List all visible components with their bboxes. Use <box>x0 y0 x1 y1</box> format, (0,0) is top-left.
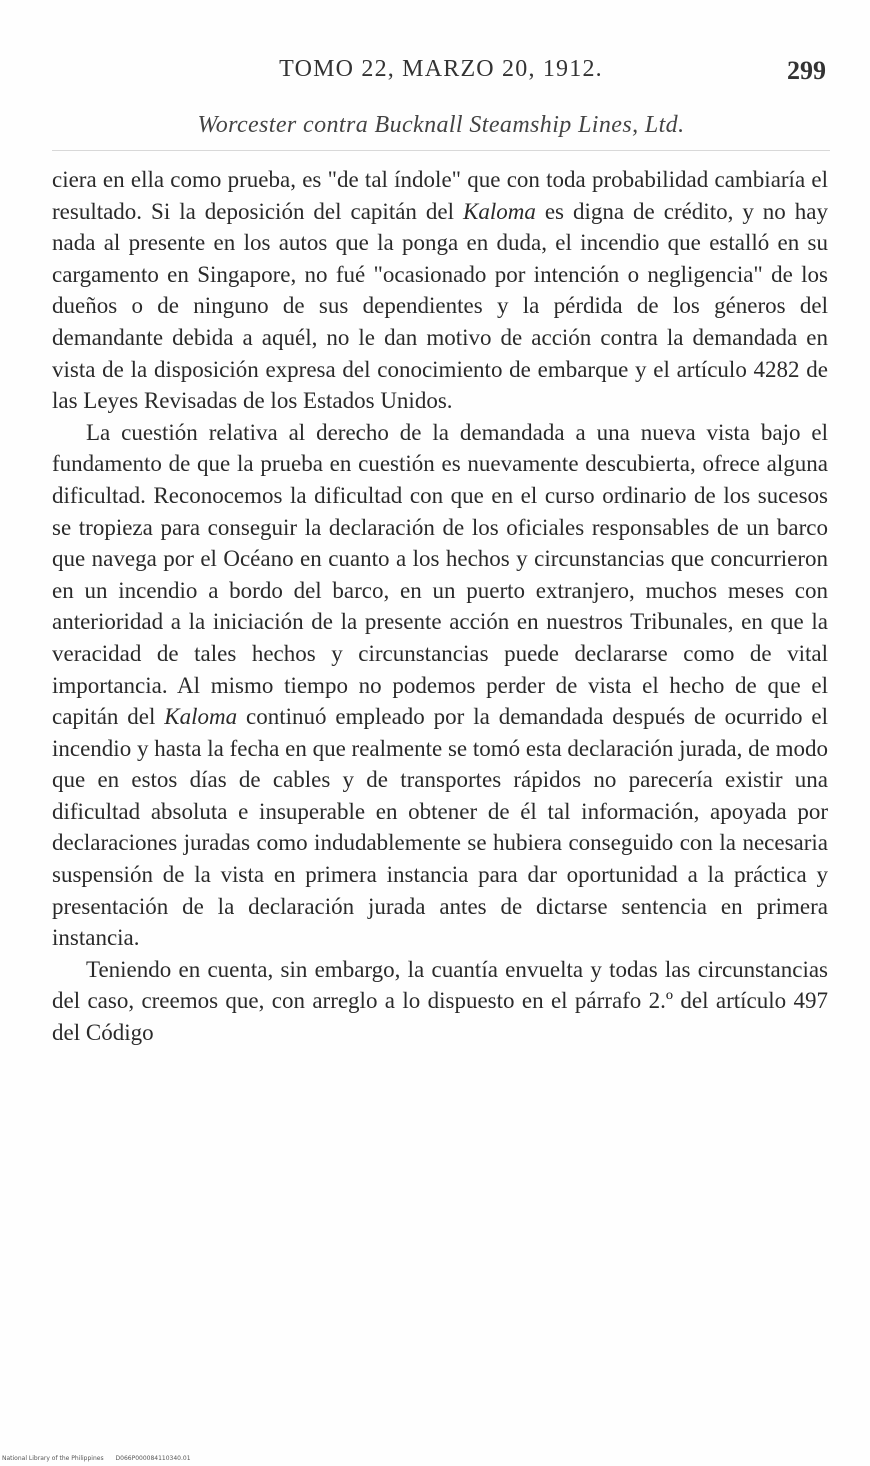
page-number: 299 <box>787 56 826 85</box>
ship-name: Kaloma <box>462 198 536 224</box>
header-rule <box>52 150 830 151</box>
paragraph-2 <box>52 417 828 954</box>
paragraph-1-text-b: es digna de crédito, y no hay nada al presente en los autos que la ponga en duda, el incendio que estalló en su cargamento en Singapore, no fué "ocasionado por intención o negligencia" de los dueños o de ninguno de sus dependientes y la pérdida de los géneros del demandante debida a aquél, no le dan motivo de acción contra la demandada en vista de la disposición expresa del conocimiento de embarque y el artículo 4282 de las Leyes Revisadas de los Estados Unidos. <box>52 198 828 414</box>
paragraph-2-text-b: continuó empleado por la demandada después de ocurrido el incendio y hasta la fecha en que realmente se tomó esta declaración jurada, de modo que en estos días de cables y de transportes rápidos no parecería existir una dificultad absoluta e insuperable en obtener de él tal información, apoyada por declaraciones juradas como indudablemente se hubiera conseguido con la necesaria suspensión de la vista en primera instancia para dar oportunidad a la práctica y presentación de la declaración jurada antes de dictarse sentencia en primera instancia. <box>52 704 828 951</box>
paragraph-1 <box>52 164 828 417</box>
body-text <box>52 164 828 1049</box>
running-title: TOMO 22, MARZO 20, 1912. <box>279 56 603 82</box>
scan-footer <box>2 1455 201 1462</box>
running-head <box>52 56 830 96</box>
paragraph-1-text-a: ciera en ella como prueba, es "de tal índole" que con toda probabilidad cambiaría el resultado. Si la deposición del capitán del <box>52 167 828 224</box>
paragraph-2-text-a: La cuestión relativa al derecho de la demandada a una nueva vista bajo el fundamento de que la prueba en cuestión es nuevamente descubierta, ofrece alguna dificultad. Reconocemos la dificultad con que en el curso ordinario de los sucesos se tropieza para conseguir la declaración de los oficiales responsables de un barco que navega por el Océano en cuanto a los hechos y circunstancias que concurrieron en un incendio a bordo del barco, en un puerto extranjero, muchos meses con anterioridad a la iniciación de la presente acción en nuestros Tribunales, en que la veracidad de tales hechos y circunstancias puede declararse como de vital importancia. Al mismo tiempo no podemos perder de vista el hecho de que el capitán del <box>52 419 828 730</box>
ship-name: Kaloma <box>164 704 238 730</box>
paragraph-3: Teniendo en cuenta, sin embargo, la cuantía envuelta y todas las circunstancias del caso, creemos que, con arreglo a lo dispuesto en el párrafo 2.º del artículo 497 del Código <box>52 956 828 1046</box>
footer-library: National Library of the Philippines <box>2 1455 104 1462</box>
footer-code: D066P000084110340.01 <box>115 1455 191 1462</box>
case-caption: Worcester contra Bucknall Steamship Lines, Ltd. <box>197 112 685 138</box>
